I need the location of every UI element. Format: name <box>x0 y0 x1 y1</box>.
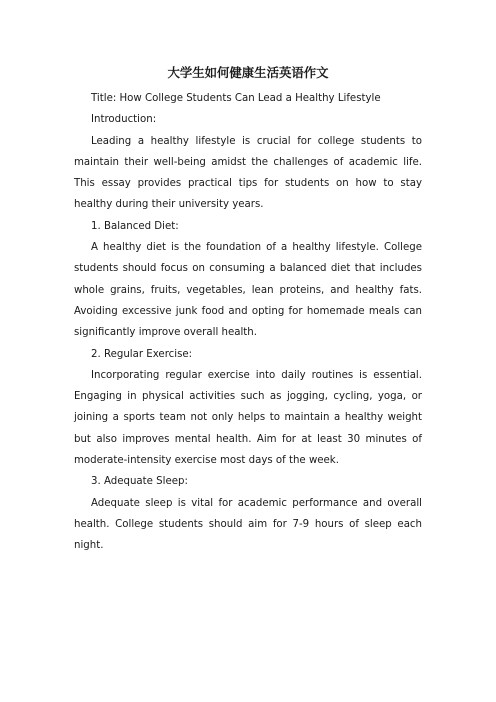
section-heading-regular-exercise: 2. Regular Exercise: <box>91 348 193 360</box>
paragraph-balanced-diet: A healthy diet is the foundation of a healthy lifestyle. College students should focus on consuming a balanced diet that includes whole grains, fruits, vegetables, lean proteins, and healthy fats. Avoiding excessive junk food and opting for homemade meals can significantly improve overall health. <box>74 242 422 339</box>
section-heading-balanced-diet: 1. Balanced Diet: <box>91 220 179 232</box>
paragraph-regular-exercise: Incorporating regular exercise into daily routines is essential. Engaging in physical activities such as jogging, cycling, yoga, or joining a sports team not only helps to maintain a healthy weight but also improves mental health. Aim for at least 30 minutes of moderate-intensity exercise most days of the week. <box>74 369 422 467</box>
document-title: 大学生如何健康生活英语作文 <box>167 65 329 80</box>
document-body <box>74 63 422 557</box>
paragraph-adequate-sleep: Adequate sleep is vital for academic performance and overall health. College students should aim for 7-9 hours of sleep each night. <box>74 497 422 552</box>
paragraph-introduction: Leading a healthy lifestyle is crucial for college students to maintain their well-being amidst the challenges of academic life. This essay provides practical tips for students on how to stay healthy during their university years. <box>74 135 422 211</box>
essay-title-line: Title: How College Students Can Lead a Healthy Lifestyle <box>91 93 381 104</box>
section-heading-adequate-sleep: 3. Adequate Sleep: <box>91 476 188 488</box>
section-heading-introduction: Introduction: <box>91 114 157 126</box>
